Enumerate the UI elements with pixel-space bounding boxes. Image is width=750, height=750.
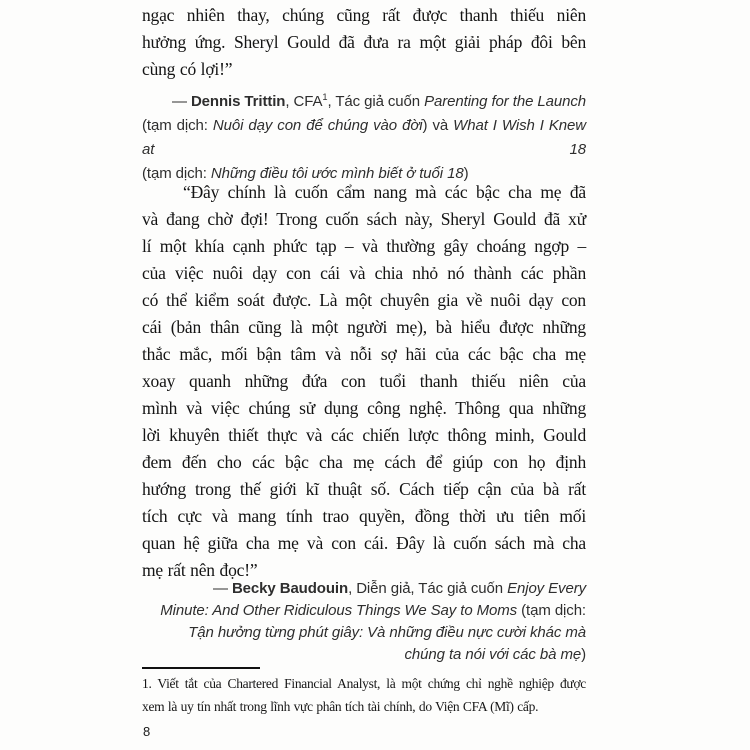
text-line: Tận hưởng từng phút giây: Và những điều nực cười khác mà [188,624,586,641]
footnote [142,672,586,718]
text-line: 1. Viết tắt của Chartered Financial Analyst, là một chứng chỉ nghề nghiệp được [142,676,586,691]
text-line: cùng có lợi!” [142,59,233,79]
text-line: tích cực và mang tính trao quyền, đồng thời ưu tiên mối [142,506,586,526]
text-line: chúng ta nói với các bà mẹ) [404,646,586,663]
text-line: (tạm dịch: Nuôi dạy con để chúng vào đời) và What I Wish I Knew at 18 [142,117,586,158]
text-line: xoay quanh những đứa con tuổi thanh thiếu niên của [142,371,586,391]
text-line: quan hệ giữa cha mẹ và con cái. Đây là cuốn sách mà cha [142,533,586,553]
text-line: có thể kiểm soát được. Là một chuyên gia về nuôi dạy con [142,290,586,310]
footnote-separator-rule [142,667,260,669]
quote-paragraph [142,179,586,584]
text-line: của việc nuôi dạy con cái và chia nhỏ nó thành các phần [142,263,586,283]
text-line: lí một khía cạnh phức tạp – và thường gây choáng ngợp – [142,236,586,256]
text-line: — Becky Baudouin, Diễn giả, Tác giả cuốn Enjoy Every [212,580,586,597]
text-line: — Dennis Trittin, CFA$^1$, Tác giả cuốn Parenting for the Launch [171,92,586,110]
text-line: (tạm dịch: Những điều tôi ước mình biết ở tuổi 18) [142,165,469,182]
text-line: mình và việc chúng sử dụng công nghệ. Thông qua những [142,398,586,418]
text-line: đem đến cho các bậc cha mẹ cách để giúp con họ định [142,452,586,472]
attribution-becky-baudouin [142,578,586,666]
text-line: ngạc nhiên thay, chúng cũng rất được thanh thiếu niên [142,5,586,25]
text-line: thắc mắc, mối bận tâm và nỗi sợ hãi của các bậc cha mẹ [142,344,586,364]
text-line: lời khuyên thiết thực và các chiến lược thông minh, Gould [142,425,586,445]
text-line: và đang chờ đợi! Trong cuốn sách này, Sheryl Gould đã xử [142,209,586,229]
text-line: “Đây chính là cuốn cẩm nang mà các bậc cha mẹ đã [183,182,586,202]
intro-paragraph [142,2,586,83]
text-line: xem là uy tín nhất trong lĩnh vực phân tích tài chính, do Viện CFA (Mĩ) cấp. [142,699,539,714]
text-line: hướng trong thế giới kĩ thuật số. Cách tiếp cận của bà rất [142,479,586,499]
text-line: cái (bản thân cũng là một người mẹ), bà hiểu được những [142,317,586,337]
attribution-dennis-trittin [142,90,586,186]
text-line: mẹ rất nên đọc!” [142,560,258,580]
text-line: Minute: And Other Ridiculous Things We Say to Moms (tạm dịch: [160,602,586,619]
text-line: hưởng ứng. Sheryl Gould đã đưa ra một giải pháp đôi bên [142,32,586,52]
page-number: 8 [143,724,151,739]
